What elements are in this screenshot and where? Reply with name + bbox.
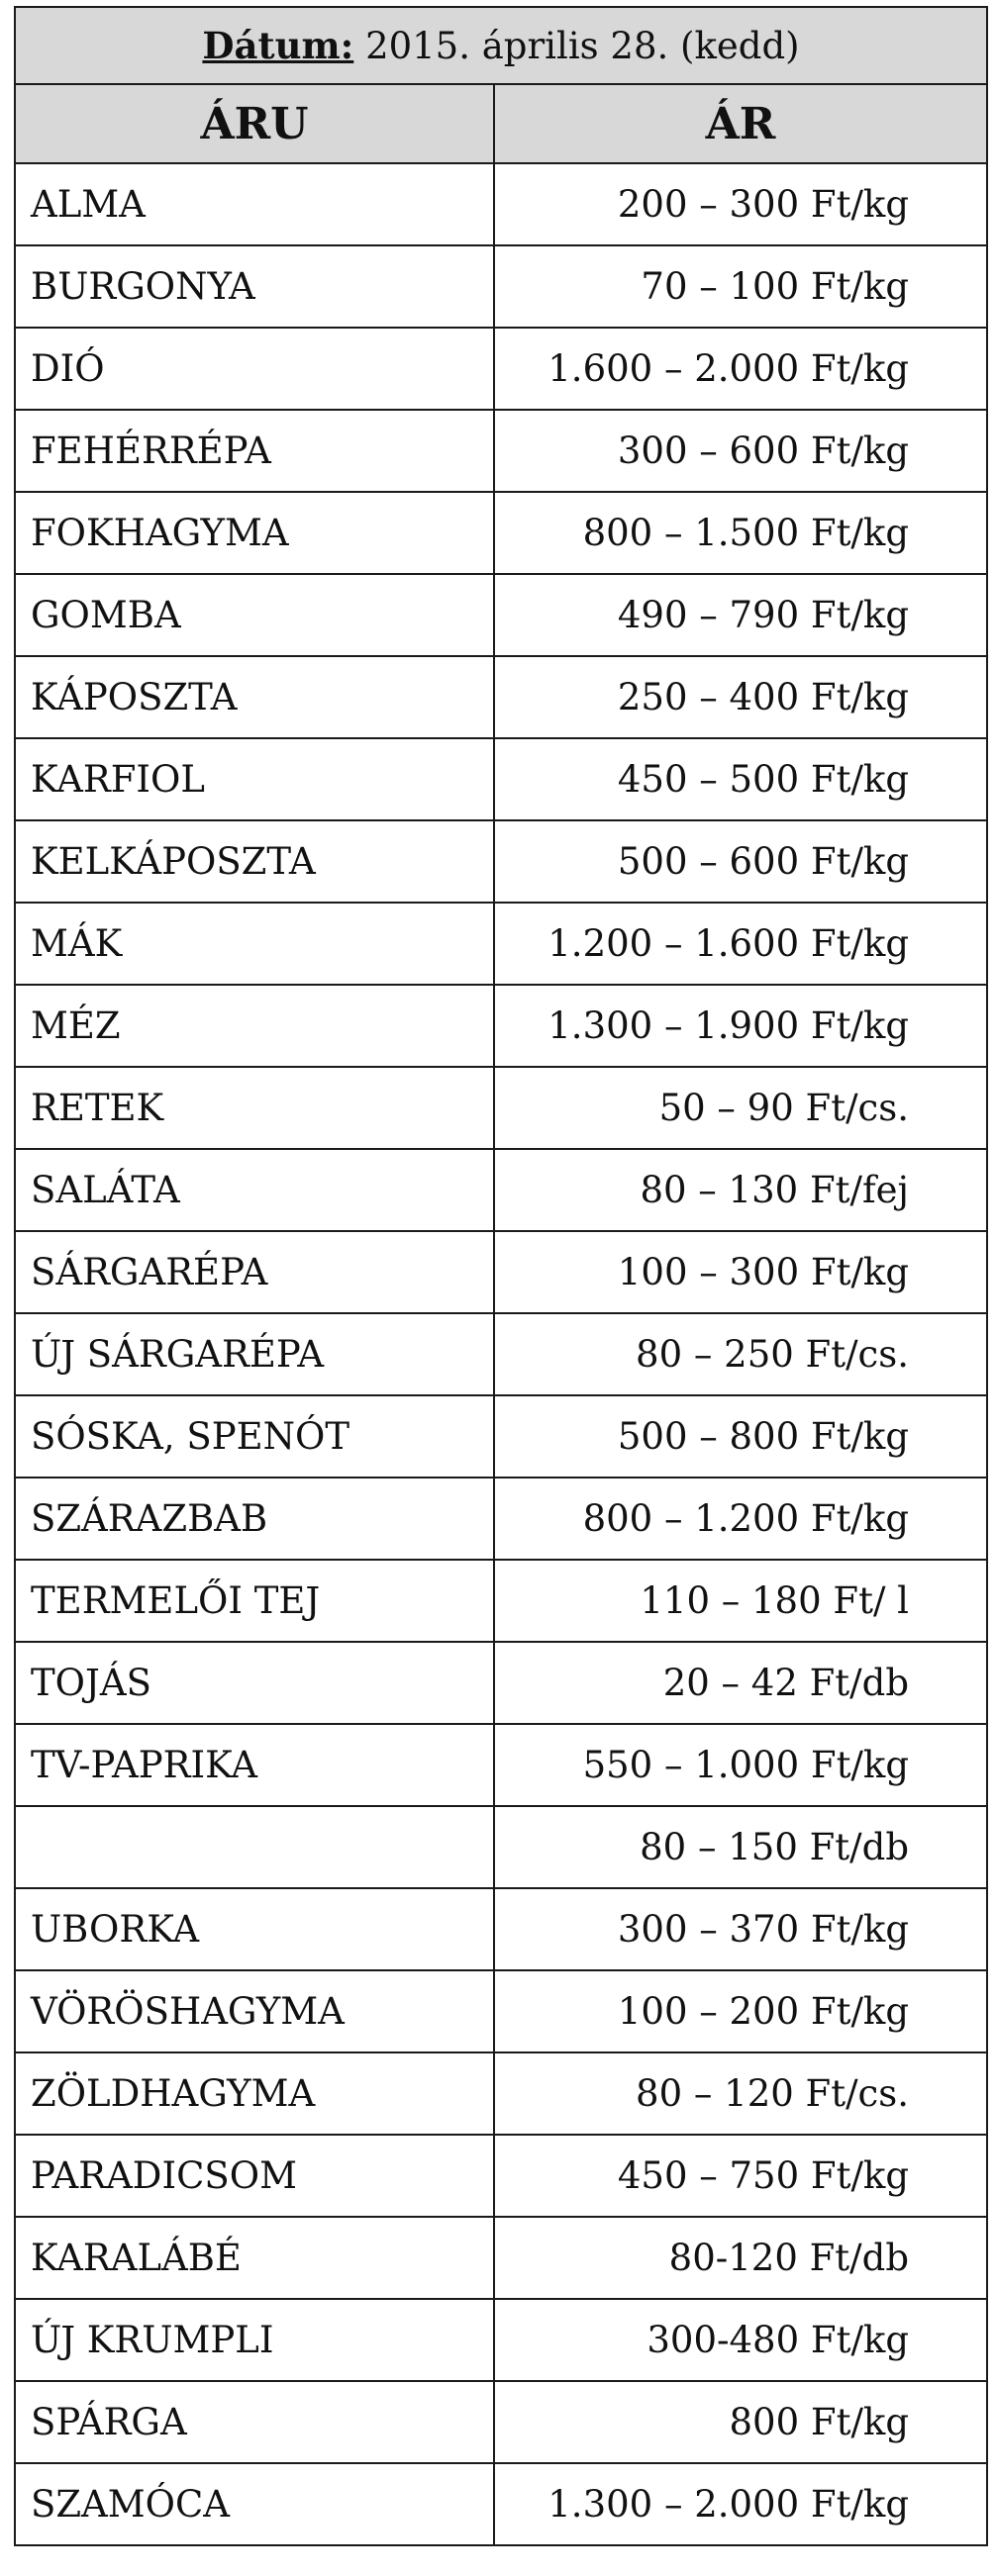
table-row bbox=[15, 245, 987, 328]
item-price-cell: 1.300 – 2.000 Ft/kg bbox=[494, 2463, 987, 2545]
table-row bbox=[15, 1478, 987, 1560]
item-name-cell: PARADICSOM bbox=[15, 2135, 494, 2217]
item-price-cell: 500 – 800 Ft/kg bbox=[494, 1395, 987, 1478]
item-name-cell: SÓSKA, SPENÓT bbox=[15, 1395, 494, 1478]
item-name-cell: KELKÁPOSZTA bbox=[15, 820, 494, 903]
item-name-cell: UBORKA bbox=[15, 1888, 494, 1970]
item-price-cell: 1.300 – 1.900 Ft/kg bbox=[494, 985, 987, 1067]
item-price-cell: 300-480 Ft/kg bbox=[494, 2299, 987, 2381]
table-row bbox=[15, 1642, 987, 1724]
item-name-cell: MÉZ bbox=[15, 985, 494, 1067]
table-row bbox=[15, 2299, 987, 2381]
table-row bbox=[15, 410, 987, 492]
table-row bbox=[15, 2135, 987, 2217]
item-name-cell: GOMBA bbox=[15, 574, 494, 656]
item-name-cell: ÚJ KRUMPLI bbox=[15, 2299, 494, 2381]
item-name-cell: ZÖLDHAGYMA bbox=[15, 2052, 494, 2135]
table-row bbox=[15, 2052, 987, 2135]
item-price-cell: 450 – 750 Ft/kg bbox=[494, 2135, 987, 2217]
item-name-cell bbox=[15, 1806, 494, 1888]
item-price-cell: 490 – 790 Ft/kg bbox=[494, 574, 987, 656]
table-row bbox=[15, 985, 987, 1067]
date-value: 2015. április 28. (kedd) bbox=[365, 25, 800, 67]
table-row bbox=[15, 820, 987, 903]
item-name-cell: SZAMÓCA bbox=[15, 2463, 494, 2545]
item-price-cell: 800 – 1.200 Ft/kg bbox=[494, 1478, 987, 1560]
item-name-cell: RETEK bbox=[15, 1067, 494, 1149]
item-name-cell: TOJÁS bbox=[15, 1642, 494, 1724]
table-row bbox=[15, 1149, 987, 1231]
item-name-cell: TV-PAPRIKA bbox=[15, 1724, 494, 1806]
item-price-cell: 1.200 – 1.600 Ft/kg bbox=[494, 903, 987, 985]
item-name-cell: MÁK bbox=[15, 903, 494, 985]
item-price-cell: 450 – 500 Ft/kg bbox=[494, 738, 987, 820]
item-price-cell: 100 – 200 Ft/kg bbox=[494, 1970, 987, 2052]
date-cell bbox=[15, 7, 987, 84]
item-name-cell: KÁPOSZTA bbox=[15, 656, 494, 738]
table-row bbox=[15, 1724, 987, 1806]
item-price-cell: 70 – 100 Ft/kg bbox=[494, 245, 987, 328]
table-row bbox=[15, 1560, 987, 1642]
table-row bbox=[15, 1806, 987, 1888]
item-name-cell: FOKHAGYMA bbox=[15, 492, 494, 574]
item-name-cell: SALÁTA bbox=[15, 1149, 494, 1231]
item-price-cell: 300 – 600 Ft/kg bbox=[494, 410, 987, 492]
table-row bbox=[15, 1313, 987, 1395]
table-row bbox=[15, 574, 987, 656]
item-price-cell: 1.600 – 2.000 Ft/kg bbox=[494, 328, 987, 410]
column-header-price: ÁR bbox=[494, 84, 987, 163]
table-row bbox=[15, 1888, 987, 1970]
date-row bbox=[15, 7, 987, 84]
column-header-item: ÁRU bbox=[15, 84, 494, 163]
table-row bbox=[15, 2463, 987, 2545]
item-name-cell: FEHÉRRÉPA bbox=[15, 410, 494, 492]
table-body bbox=[15, 163, 987, 2545]
item-name-cell: ÚJ SÁRGARÉPA bbox=[15, 1313, 494, 1395]
price-table bbox=[14, 6, 988, 2546]
item-price-cell: 800 – 1.500 Ft/kg bbox=[494, 492, 987, 574]
table-row bbox=[15, 1067, 987, 1149]
item-price-cell: 300 – 370 Ft/kg bbox=[494, 1888, 987, 1970]
item-price-cell: 550 – 1.000 Ft/kg bbox=[494, 1724, 987, 1806]
item-name-cell: VÖRÖSHAGYMA bbox=[15, 1970, 494, 2052]
item-name-cell: TERMELŐI TEJ bbox=[15, 1560, 494, 1642]
date-label: Dátum: bbox=[202, 24, 354, 67]
header-row bbox=[15, 84, 987, 163]
item-name-cell: SPÁRGA bbox=[15, 2381, 494, 2463]
item-price-cell: 80 – 120 Ft/cs. bbox=[494, 2052, 987, 2135]
table-row bbox=[15, 903, 987, 985]
table-row bbox=[15, 1231, 987, 1313]
item-name-cell: SZÁRAZBAB bbox=[15, 1478, 494, 1560]
item-price-cell: 200 – 300 Ft/kg bbox=[494, 163, 987, 245]
table-row bbox=[15, 2381, 987, 2463]
table-row bbox=[15, 163, 987, 245]
item-price-cell: 80 – 150 Ft/db bbox=[494, 1806, 987, 1888]
table-row bbox=[15, 1395, 987, 1478]
item-name-cell: KARALÁBÉ bbox=[15, 2217, 494, 2299]
item-name-cell: ALMA bbox=[15, 163, 494, 245]
table-row bbox=[15, 1970, 987, 2052]
item-price-cell: 80 – 130 Ft/fej bbox=[494, 1149, 987, 1231]
item-name-cell: DIÓ bbox=[15, 328, 494, 410]
item-name-cell: SÁRGARÉPA bbox=[15, 1231, 494, 1313]
item-price-cell: 80-120 Ft/db bbox=[494, 2217, 987, 2299]
table-row bbox=[15, 2217, 987, 2299]
item-price-cell: 500 – 600 Ft/kg bbox=[494, 820, 987, 903]
table-row bbox=[15, 656, 987, 738]
item-price-cell: 80 – 250 Ft/cs. bbox=[494, 1313, 987, 1395]
item-price-cell: 800 Ft/kg bbox=[494, 2381, 987, 2463]
item-name-cell: BURGONYA bbox=[15, 245, 494, 328]
table-row bbox=[15, 738, 987, 820]
table-row bbox=[15, 328, 987, 410]
table-row bbox=[15, 492, 987, 574]
item-price-cell: 100 – 300 Ft/kg bbox=[494, 1231, 987, 1313]
item-price-cell: 50 – 90 Ft/cs. bbox=[494, 1067, 987, 1149]
item-price-cell: 110 – 180 Ft/ l bbox=[494, 1560, 987, 1642]
item-name-cell: KARFIOL bbox=[15, 738, 494, 820]
item-price-cell: 250 – 400 Ft/kg bbox=[494, 656, 987, 738]
item-price-cell: 20 – 42 Ft/db bbox=[494, 1642, 987, 1724]
